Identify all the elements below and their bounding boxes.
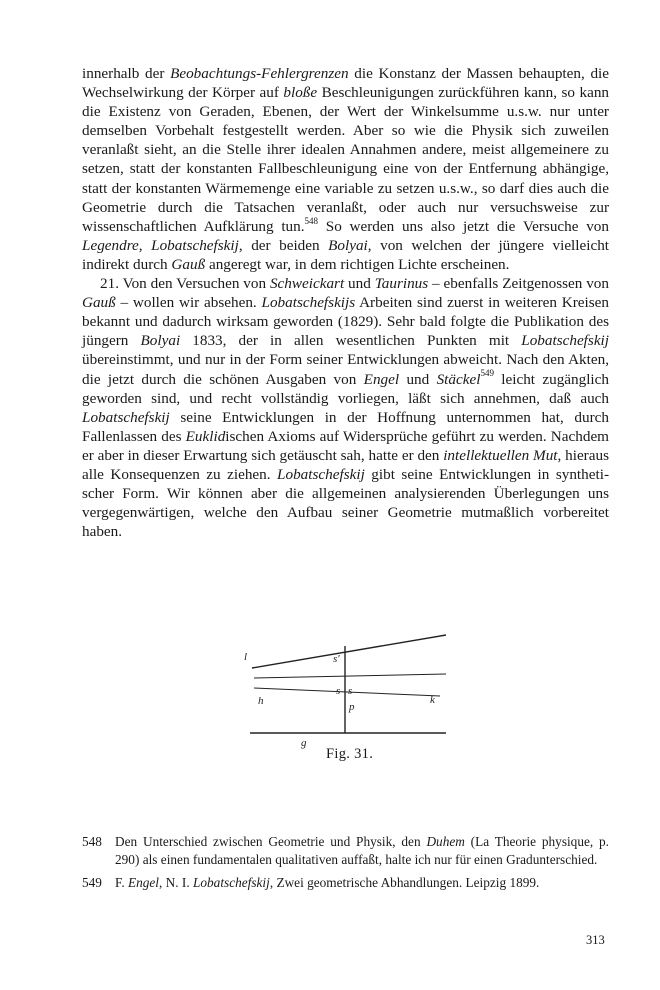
italic-name: Euklid	[185, 427, 226, 445]
italic-name: Lobatschefskij	[82, 408, 170, 426]
text-run: leicht zugänglich geworden sind, und recht vollständig vorliegen, läßt sich annehmen, daß auch	[82, 370, 609, 407]
paragraph-2	[82, 274, 609, 541]
label-s-left: s	[336, 685, 341, 697]
italic-name: Lobatschefskij	[192, 875, 270, 891]
text-run: 21. Von den Versuchen von	[100, 275, 270, 293]
text-run: F.	[115, 875, 128, 891]
footnote-number: 549	[82, 875, 102, 891]
italic-name: Legendre, Lobatschefskij	[82, 236, 239, 254]
italic-name: Bolyai	[328, 236, 368, 254]
italic-term: intellektuellen Mut	[443, 446, 558, 464]
label-s-right: s	[348, 685, 353, 697]
text-run: , hieraus alle Konsequenzen zu ziehen.	[82, 446, 609, 483]
text-run: (La Theorie physique, p. 290) als einen fundamentalen qualitativen auffaßt, halte ich nur für einen Gradunterschied.	[115, 834, 610, 867]
label-l: l	[244, 651, 248, 663]
footnote-number: 548	[82, 834, 102, 849]
italic-name: Lobatschefskij	[277, 465, 365, 483]
footnote-548	[82, 833, 609, 868]
italic-name: Gauß	[171, 255, 206, 273]
italic-name: Stäckel	[436, 370, 481, 388]
line-upper-h	[254, 674, 446, 678]
footnote-text	[115, 874, 609, 892]
text-run: , von welchen der jüngere vielleicht indirekt durch	[82, 236, 610, 273]
footnotes	[82, 833, 609, 898]
text-run: , Zwei geometrische Abhandlungen. Leipzig 1899.	[269, 875, 540, 891]
italic-name: Engel	[127, 875, 159, 891]
text-run: angeregt war, in dem richtigen Lichte erscheinen.	[205, 255, 510, 273]
page-number: 313	[586, 933, 605, 947]
italic-name: Schweickart	[269, 275, 345, 293]
geometry-diagram	[240, 630, 460, 750]
italic-name: Engel	[363, 370, 400, 388]
text-run: und	[344, 275, 375, 293]
text-run: ischen Axioms auf Widersprüche geführt zu werden. Nachdem er aber in dieser Erwartung sich getäuscht sah, hatte er den	[82, 427, 609, 464]
footnote-ref-548[interactable]: 548	[304, 215, 319, 226]
footnote-text	[115, 833, 609, 868]
footnote-ref-549[interactable]: 549	[480, 368, 494, 379]
label-g: g	[301, 737, 307, 749]
line-l	[252, 635, 446, 668]
body-text	[82, 64, 609, 541]
text-run: 1833, der in allen wesentlichen Punkten mit	[180, 332, 522, 350]
text-run: und	[399, 370, 437, 388]
text-run: innerhalb der	[82, 65, 171, 82]
text-run: die Konstanz der Massen behaupten, die Wechselwirkung der Körper auf	[82, 65, 609, 102]
text-run: übereinstimmt, und nur in der Form seiner Entwicklungen abweicht. Nach den Akten, die jetzt durch die schönen Ausgaben von	[82, 351, 609, 388]
text-run: Beschleunigungen zurückführen kann, so kann die Existenz von Geraden, Ebenen, der Wert der Winkelsumme u.s.w. nur unter demselben Vorbehalt festgestellt werden. Aber so wie die Physik sich zuweilen veranlaßt sieht, an die Stelle ihrer idealen Annahmen andere, meist allgemeinere zu setzen, statt der konstanten Fallbeschleunigung eine von der Entfernung abhängige, statt der konstanten Wärmemenge eine variable zu setzen u.s.w., so darf dies auch die Geometrie durch die Tatsachen veranlaßt, oder auch nur versuchsweise zur wissenschaftlichen Aufklärung tun.	[82, 84, 610, 235]
text-run: , N. I.	[159, 875, 193, 891]
label-h: h	[258, 695, 264, 707]
text-run: – ebenfalls Zeitgenossen von	[428, 275, 609, 293]
line-lower-k	[254, 688, 440, 696]
text-run: Arbeiten sind zuerst in weiteren Kreisen bekannt und dadurch wirksam geworden (1829). Sehr bald folgte die Publikation des jüngern	[82, 294, 609, 350]
italic-term: bloße	[283, 84, 318, 102]
label-k: k	[430, 694, 435, 706]
italic-name: Lobatschefskij	[521, 332, 609, 350]
paragraph-1	[82, 64, 609, 274]
italic-name: Gauß	[82, 294, 116, 312]
text-run: gibt seine Entwicklungen in synthetischer Form. Wir können aber die allgemeinen analysierenden Überlegungen uns vergegenwärtigen, welche den Aufbau seiner Geometrie mutmaßlich vorbereitet haben.	[82, 465, 609, 541]
figure-caption: Fig. 31.	[326, 746, 374, 762]
text-run: , der beiden	[238, 236, 329, 254]
italic-name: Duhem	[426, 834, 465, 849]
text-run: – wollen wir absehen.	[115, 294, 262, 312]
label-p: p	[349, 701, 355, 713]
label-s-prime: s′	[333, 653, 340, 665]
footnote-549	[82, 874, 609, 892]
italic-name: Lobatschefskijs	[261, 294, 356, 312]
italic-name: Taurinus	[374, 275, 429, 293]
text-run: seine Entwicklungen in der Hoffnung unternommen hat, durch Fallenlassen des	[82, 408, 609, 445]
italic-name: Bolyai	[140, 332, 181, 350]
text-run: So werden uns also jetzt die Versuche von	[318, 217, 609, 235]
text-run: Den Unterschied zwischen Geometrie und Physik, den	[115, 834, 427, 849]
italic-term: Beobachtungs-Fehlergrenzen	[170, 65, 349, 82]
